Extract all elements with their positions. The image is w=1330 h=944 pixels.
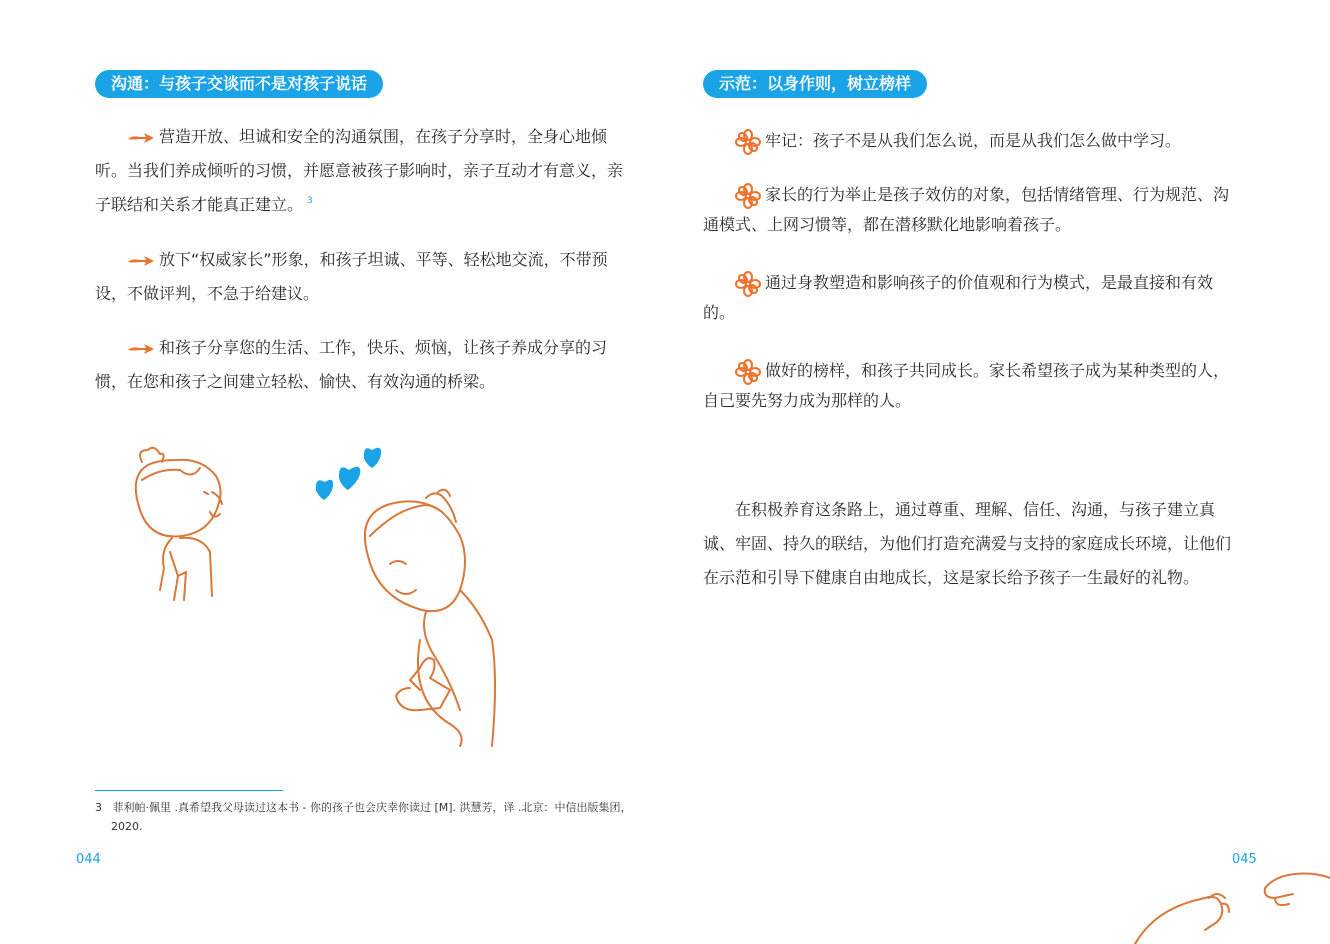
paragraph bbox=[95, 331, 630, 399]
footnote-divider bbox=[95, 790, 283, 791]
orange-arrow-icon bbox=[127, 131, 155, 145]
page-number-left: 044 bbox=[76, 852, 101, 867]
hands-corner-illustration bbox=[1125, 864, 1330, 944]
orange-arrow-icon bbox=[127, 342, 155, 356]
footnote-reference[interactable]: 3 bbox=[307, 196, 313, 206]
paragraph-text: 家长的行为举止是孩子效仿的对象，包括情绪管理、行为规范、沟通模式、上网习惯等，都在潜移默化地影响着孩子。 bbox=[703, 185, 1230, 234]
orange-flower-icon bbox=[735, 183, 761, 209]
section-heading-communication: 沟通：与孩子交谈而不是对孩子说话 bbox=[95, 70, 383, 98]
paragraph-text: 通过身教塑造和影响孩子的价值观和行为模式，是最直接和有效的。 bbox=[703, 273, 1214, 322]
paragraph-text: 营造开放、坦诚和安全的沟通氛围，在孩子分享时，全身心地倾听。当我们养成倾听的习惯，并愿意被孩子影响时，亲子互动才有意义，亲子联结和关系才能真正建立。 bbox=[95, 127, 624, 214]
paragraph bbox=[95, 120, 630, 222]
paragraph-text: 做好的榜样，和孩子共同成长。家长希望孩子成为某种类型的人，自己要先努力成为那样的人。 bbox=[703, 361, 1230, 410]
orange-flower-icon bbox=[735, 129, 761, 155]
section-heading-modeling: 示范：以身作则，树立榜样 bbox=[703, 70, 927, 98]
page-number-right: 045 bbox=[1232, 852, 1257, 867]
paragraph-text: 牢记：孩子不是从我们怎么说，而是从我们怎么做中学习。 bbox=[765, 131, 1182, 150]
footnote-number: 3 bbox=[95, 801, 102, 814]
right-page bbox=[665, 0, 1330, 944]
footnote-text: 菲利帕·佩里 .真希望我父母读过这本书 - 你的孩子也会庆幸你读过 [M]. 洪慧芳，译 .北京：中信出版集团，2020. bbox=[111, 801, 632, 833]
paragraph bbox=[703, 268, 1238, 328]
footnote bbox=[95, 798, 651, 836]
closing-paragraph: 在积极养育这条路上，通过尊重、理解、信任、沟通，与孩子建立真诚、牢固、持久的联结，为他们打造充满爱与支持的家庭成长环境，让他们在示范和引导下健康自由地成长，这是家长给予孩子一生最好的礼物。 bbox=[703, 500, 1232, 587]
orange-arrow-icon bbox=[127, 254, 155, 268]
paragraph-text: 放下“权威家长”形象，和孩子坦诚、平等、轻松地交流，不带预设，不做评判，不急于给建议。 bbox=[95, 250, 608, 303]
paragraph bbox=[703, 180, 1238, 240]
paragraph-text: 和孩子分享您的生活、工作，快乐、烦恼，让孩子养成分享的习惯，在您和孩子之间建立轻松、愉快、有效沟通的桥梁。 bbox=[95, 338, 608, 391]
orange-flower-icon bbox=[735, 359, 761, 385]
paragraph bbox=[703, 356, 1238, 416]
parent-child-illustration bbox=[120, 440, 600, 770]
orange-flower-icon bbox=[735, 271, 761, 297]
paragraph bbox=[703, 126, 1238, 156]
paragraph bbox=[95, 243, 630, 311]
